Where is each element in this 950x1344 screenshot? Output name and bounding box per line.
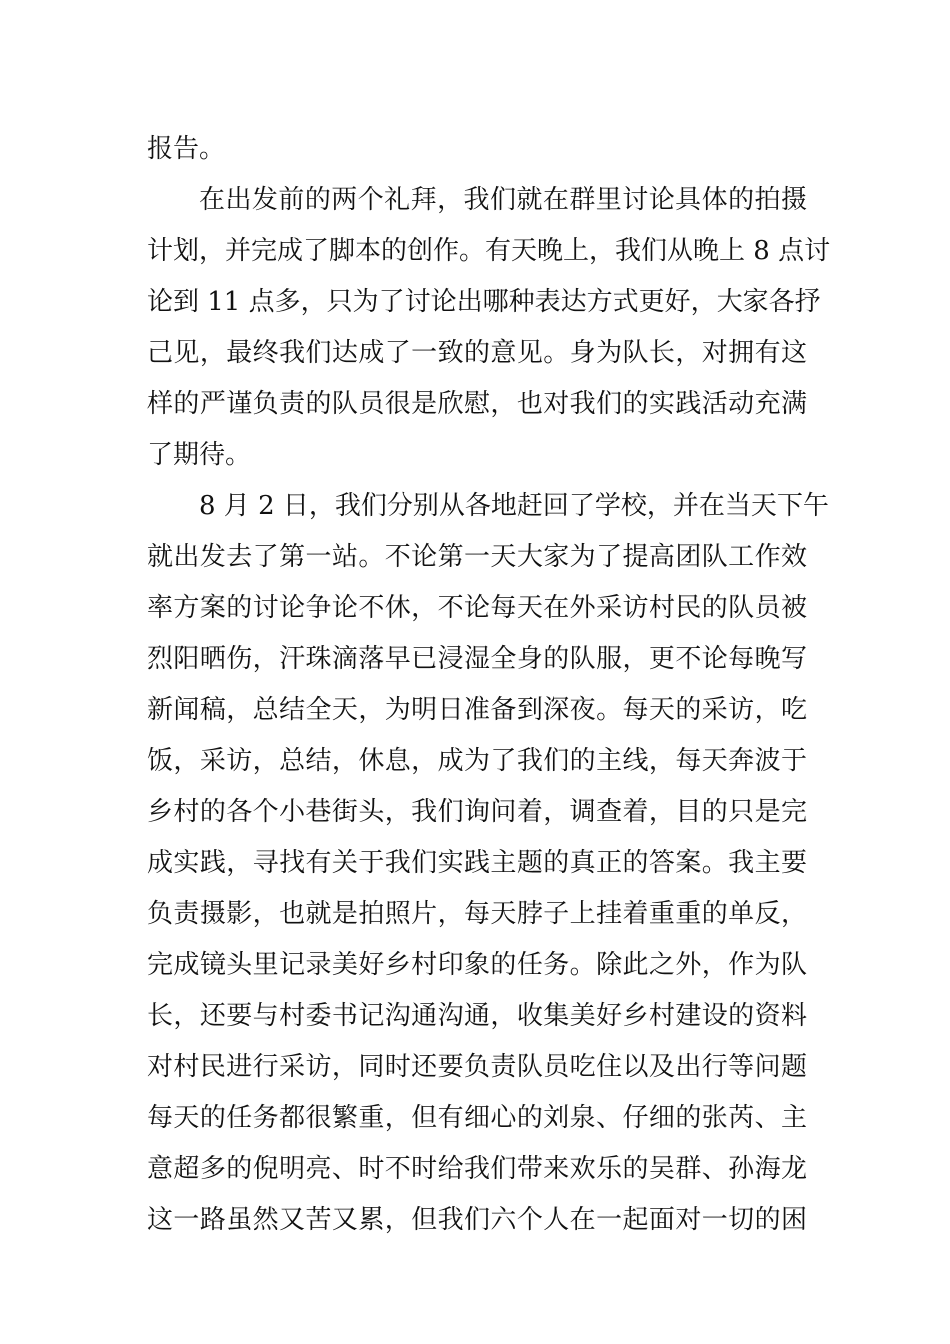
text-line: 意超多的倪明亮、时不时给我们带来欢乐的吴群、孙海龙 bbox=[147, 1154, 807, 1184]
paragraph-first-line: 在出发前的两个礼拜，我们就在群里讨论具体的拍摄 bbox=[199, 185, 807, 215]
text-line: 完成镜头里记录美好乡村印象的任务。除此之外，作为队 bbox=[147, 950, 807, 980]
text-line: 率方案的讨论争论不休，不论每天在外采访村民的队员被 bbox=[147, 593, 807, 623]
text-line: 对村民进行采访，同时还要负责队员吃住以及出行等问题 bbox=[147, 1052, 807, 1082]
text-line: 长，还要与村委书记沟通沟通，收集美好乡村建设的资料 bbox=[147, 1001, 807, 1031]
text-line: 己见，最终我们达成了一致的意见。身为队长，对拥有这 bbox=[147, 338, 807, 368]
text-line: 新闻稿，总结全天，为明日准备到深夜。每天的采访，吃 bbox=[147, 695, 807, 725]
text-line: 论到 11 点多，只为了讨论出哪种表达方式更好，大家各抒 bbox=[147, 287, 821, 317]
text-line: 就出发去了第一站。不论第一天大家为了提高团队工作效 bbox=[147, 542, 807, 572]
paragraph-first-line: 8 月 2 日，我们分别从各地赶回了学校，并在当天下午 bbox=[199, 491, 829, 521]
text-line: 样的严谨负责的队员很是欣慰，也对我们的实践活动充满 bbox=[147, 389, 807, 419]
text-line: 负责摄影，也就是拍照片，每天脖子上挂着重重的单反， bbox=[147, 899, 807, 929]
text-line: 计划，并完成了脚本的创作。有天晚上，我们从晚上 8 点讨 bbox=[147, 236, 831, 266]
text-line: 烈阳晒伤，汗珠滴落早已浸湿全身的队服，更不论每晚写 bbox=[147, 644, 807, 674]
text-line: 成实践，寻找有关于我们实践主题的真正的答案。我主要 bbox=[147, 848, 807, 878]
text-line: 了期待。 bbox=[147, 440, 252, 470]
text-line: 报告。 bbox=[147, 134, 226, 164]
text-line: 饭，采访，总结，休息，成为了我们的主线，每天奔波于 bbox=[147, 746, 807, 776]
text-line: 这一路虽然又苦又累，但我们六个人在一起面对一切的困 bbox=[147, 1205, 807, 1235]
text-line: 每天的任务都很繁重，但有细心的刘泉、仔细的张芮、主 bbox=[147, 1103, 807, 1133]
text-line: 乡村的各个小巷街头，我们询问着，调查着，目的只是完 bbox=[147, 797, 807, 827]
